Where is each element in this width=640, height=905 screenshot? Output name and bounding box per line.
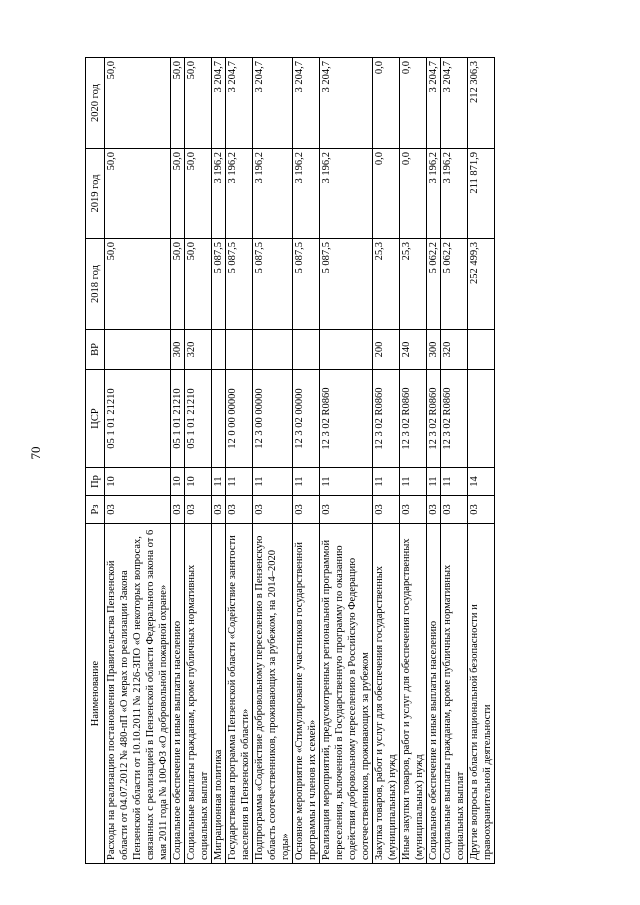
cell-2018: 50,0 (171, 239, 185, 330)
cell-pr: 11 (441, 468, 468, 496)
cell-2020: 3 204,7 (293, 58, 320, 149)
cell-name: Иные закупки товаров, работ и услуг для обеспечения государственных (муниципальных) нужд (400, 524, 427, 864)
cell-2018: 252 499,3 (468, 239, 495, 330)
cell-2020: 3 204,7 (320, 58, 373, 149)
cell-2018: 5 087,5 (212, 239, 226, 330)
table-row (105, 58, 171, 864)
cell-rz: 03 (441, 496, 468, 524)
cell-pr: 11 (400, 468, 427, 496)
header-pr: Пр (86, 468, 105, 496)
cell-2020: 3 204,7 (226, 58, 253, 149)
cell-csr: 12 3 02 R0860 (441, 370, 468, 468)
header-2020: 2020 год (86, 58, 105, 149)
cell-2019: 3 196,2 (212, 149, 226, 239)
cell-pr: 11 (427, 468, 441, 496)
cell-vr: 320 (185, 330, 212, 370)
cell-pr: 11 (373, 468, 400, 496)
cell-vr: 300 (171, 330, 185, 370)
cell-2018: 5 062,2 (427, 239, 441, 330)
cell-name: Социальные выплаты гражданам, кроме публичных нормативных социальных выплат (185, 524, 212, 864)
header-name: Наименование (86, 524, 105, 864)
cell-vr (320, 330, 373, 370)
table-row (441, 58, 468, 864)
table-row (253, 58, 293, 864)
cell-csr (212, 370, 226, 468)
cell-vr: 320 (441, 330, 468, 370)
cell-2020: 3 204,7 (212, 58, 226, 149)
cell-rz: 03 (105, 496, 171, 524)
cell-2019: 0,0 (373, 149, 400, 239)
cell-pr: 11 (293, 468, 320, 496)
cell-2019: 0,0 (400, 149, 427, 239)
cell-2019: 3 196,2 (293, 149, 320, 239)
cell-2019: 211 871,9 (468, 149, 495, 239)
cell-vr: 240 (400, 330, 427, 370)
cell-2018: 50,0 (185, 239, 212, 330)
table-row (293, 58, 320, 864)
header-2018: 2018 год (86, 239, 105, 330)
rotated-table-container (85, 58, 549, 864)
cell-2018: 5 087,5 (320, 239, 373, 330)
cell-2019: 3 196,2 (441, 149, 468, 239)
cell-2019: 50,0 (171, 149, 185, 239)
cell-2020: 50,0 (105, 58, 171, 149)
cell-2020: 3 204,7 (441, 58, 468, 149)
table-row (212, 58, 226, 864)
cell-rz: 03 (373, 496, 400, 524)
cell-pr: 11 (320, 468, 373, 496)
cell-csr: 12 3 02 R0860 (320, 370, 373, 468)
cell-csr: 12 3 02 R0860 (373, 370, 400, 468)
cell-vr: 300 (427, 330, 441, 370)
table-row (320, 58, 373, 864)
cell-rz: 03 (400, 496, 427, 524)
cell-name: Социальное обеспечение и иные выплаты населению (427, 524, 441, 864)
cell-name: Миграционная политика (212, 524, 226, 864)
cell-vr (105, 330, 171, 370)
cell-csr: 12 3 00 00000 (253, 370, 293, 468)
cell-2020: 3 204,7 (427, 58, 441, 149)
table-row (468, 58, 495, 864)
cell-2018: 50,0 (105, 239, 171, 330)
header-csr: ЦСР (86, 370, 105, 468)
cell-rz: 03 (293, 496, 320, 524)
cell-rz: 03 (226, 496, 253, 524)
cell-name: Государственная программа Пензенской области «Содействие занятости населения в Пензенской области» (226, 524, 253, 864)
cell-2018: 5 087,5 (226, 239, 253, 330)
cell-rz: 03 (171, 496, 185, 524)
table-row (427, 58, 441, 864)
cell-2018: 5 087,5 (293, 239, 320, 330)
budget-table (85, 57, 495, 864)
table-row (185, 58, 212, 864)
cell-name: Реализация мероприятий, предусмотренных региональной программой переселения, включенной в Государственную программу по оказанию содействия добровольному переселению в Российскую Федерацию соотечественников, проживающих за рубежом (320, 524, 373, 864)
cell-2019: 3 196,2 (427, 149, 441, 239)
cell-2019: 3 196,2 (320, 149, 373, 239)
cell-2020: 3 204,7 (253, 58, 293, 149)
cell-2019: 3 196,2 (253, 149, 293, 239)
cell-vr: 200 (373, 330, 400, 370)
cell-csr: 05 1 01 21210 (105, 370, 171, 468)
cell-2020: 50,0 (171, 58, 185, 149)
cell-name: Социальное обеспечение и иные выплаты населению (171, 524, 185, 864)
cell-csr: 12 3 02 00000 (293, 370, 320, 468)
cell-2018: 25,3 (373, 239, 400, 330)
cell-2018: 5 062,2 (441, 239, 468, 330)
header-rz: Рз (86, 496, 105, 524)
cell-vr (293, 330, 320, 370)
cell-pr: 14 (468, 468, 495, 496)
header-2019: 2019 год (86, 149, 105, 239)
cell-rz: 03 (427, 496, 441, 524)
cell-vr (226, 330, 253, 370)
cell-pr: 10 (171, 468, 185, 496)
cell-csr: 12 0 00 00000 (226, 370, 253, 468)
table-row (373, 58, 400, 864)
cell-2020: 50,0 (185, 58, 212, 149)
cell-csr: 12 3 02 R0860 (400, 370, 427, 468)
cell-name: Закупка товаров, работ и услуг для обеспечения государственных (муниципальных) нужд (373, 524, 400, 864)
cell-2019: 50,0 (105, 149, 171, 239)
cell-csr: 05 1 01 21210 (171, 370, 185, 468)
table-row (171, 58, 185, 864)
cell-2020: 0,0 (400, 58, 427, 149)
cell-csr: 05 1 01 21210 (185, 370, 212, 468)
cell-vr (468, 330, 495, 370)
cell-pr: 11 (226, 468, 253, 496)
cell-pr: 10 (105, 468, 171, 496)
cell-name: Расходы на реализацию постановления Правительства Пензенской области от 04.07.2012 № 480-пП «О мерах по реализации Закона Пензенской области от 10.10.2011 № 2126-ЗПО «О некоторых вопросах, связанных с реализацией в Пензенской области Федерального закона от 6 мая 2011 года № 100-ФЗ «О добровольной пожарной охране» (105, 524, 171, 864)
cell-name: Социальные выплаты гражданам, кроме публичных нормативных социальных выплат (441, 524, 468, 864)
cell-2019: 3 196,2 (226, 149, 253, 239)
cell-2020: 0,0 (373, 58, 400, 149)
cell-rz: 03 (253, 496, 293, 524)
cell-pr: 10 (185, 468, 212, 496)
cell-csr (468, 370, 495, 468)
cell-2019: 50,0 (185, 149, 212, 239)
cell-rz: 03 (212, 496, 226, 524)
cell-pr: 11 (212, 468, 226, 496)
cell-pr: 11 (253, 468, 293, 496)
table-row (226, 58, 253, 864)
cell-rz: 03 (185, 496, 212, 524)
cell-rz: 03 (320, 496, 373, 524)
page-number: 70 (28, 446, 43, 460)
cell-csr: 12 3 02 R0860 (427, 370, 441, 468)
cell-name: Другие вопросы в области национальной безопасности и правоохранительной деятельности (468, 524, 495, 864)
cell-2018: 25,3 (400, 239, 427, 330)
cell-rz: 03 (468, 496, 495, 524)
cell-vr (253, 330, 293, 370)
cell-2018: 5 087,5 (253, 239, 293, 330)
cell-vr (212, 330, 226, 370)
cell-2020: 212 306,3 (468, 58, 495, 149)
table-header-row (86, 58, 105, 864)
table-row (400, 58, 427, 864)
header-vr: ВР (86, 330, 105, 370)
cell-name: Подпрограмма «Содействие добровольному переселению в Пензенскую область соотечественников, проживающих за рубежом, на 2014–2020 годы» (253, 524, 293, 864)
cell-name: Основное мероприятие «Стимулирование участников государственной программы и членов их семей» (293, 524, 320, 864)
